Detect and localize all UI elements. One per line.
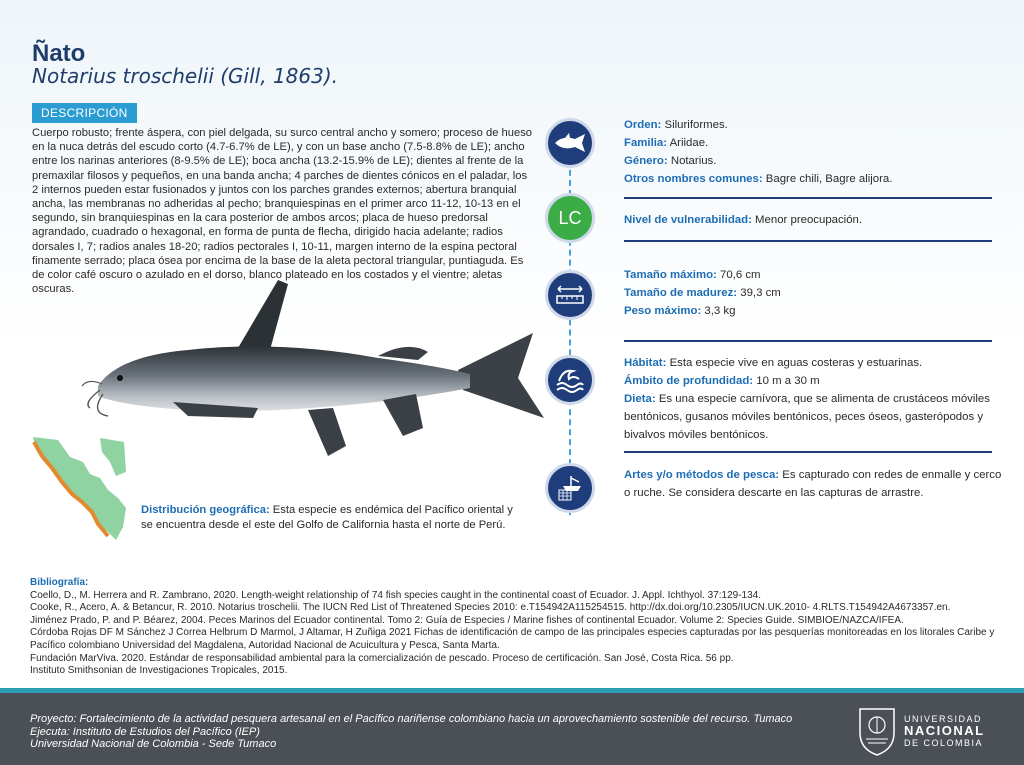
description-tag: DESCRIPCIÓN: [32, 103, 137, 123]
otros-nombres-label: Otros nombres comunes:: [624, 173, 763, 185]
otros-nombres-value: Bagre chili, Bagre alijora.: [762, 173, 893, 185]
genero-label: Género:: [624, 155, 668, 167]
bibliography-entry: Instituto Smithsonian de Investigaciones Tropicales, 2015.: [30, 665, 288, 677]
distribution-text: Esta especie es endémica del Pacífico oriental y se encuentra desde el este del Golfo de California hasta el norte de Perú.: [141, 504, 513, 531]
diet-label: Dieta:: [624, 393, 656, 405]
divider: [624, 197, 992, 199]
fishing-value: Es capturado con redes de enmalle y cerco o ruche. Se considera descarte en las capturas de arrastre.: [624, 469, 1002, 499]
vulnerability-value: Menor preocupación.: [751, 214, 863, 226]
executor-line: Ejecuta: Instituto de Estudios del Pacífico (IEP): [30, 725, 260, 738]
distribution-map: [28, 432, 128, 542]
bibliography-entry: Fundación MarViva. 2020. Estándar de responsabilidad ambiental para la comercialización de pescado. Proceso de certificación. San José, Costa Rica. 56 pp.: [30, 652, 734, 664]
max-weight-label: Peso máximo:: [624, 305, 702, 317]
bibliography: [30, 577, 1005, 678]
orden-label: Orden:: [624, 119, 662, 131]
diet-value: Es una especie carnívora, que se alimenta de crustáceos móviles bentónicos, gusanos móviles bentónicos, peces óseos, gasterópodos y bivalvos móviles bentónicos.: [624, 393, 990, 441]
divider: [624, 340, 992, 342]
habitat-value: Esta especie vive en aguas costeras y estuarinas.: [666, 357, 923, 369]
university-shield-icon: [856, 703, 898, 757]
bibliography-entry: Jiménez Prado, P. and P. Béarez, 2004. Peces Marinos del Ecuador continental. Tomo 2: Guía de Especies / Marine fishes of continental Ecuador. Volume 2: Species Guide. SIMBIOE/NAZCA/IFEA.: [30, 614, 904, 626]
depth-label: Ámbito de profundidad:: [624, 375, 754, 387]
fish-icon: [545, 118, 595, 168]
distribution-block: [141, 503, 521, 533]
project-line: Proyecto: Fortalecimiento de la actividad pesquera artesanal en el Pacífico nariñense colombiano hacia un aprovechamiento sostenible del recurso. Tumaco: [30, 713, 793, 725]
maturity-size-value: 39,3 cm: [737, 287, 781, 299]
footer-credits: [30, 713, 792, 751]
ruler-icon: [545, 270, 595, 320]
distribution-label: Distribución geográfica:: [141, 504, 270, 516]
habitat-block: [624, 354, 1002, 444]
depth-value: 10 m a 30 m: [753, 375, 820, 387]
logo-line-3: DE COLOMBIA: [904, 738, 984, 748]
size-block: [624, 266, 1002, 320]
taxonomy-block: [624, 116, 1002, 188]
vulnerability-label: Nivel de vulnerabilidad:: [624, 214, 752, 226]
bibliography-entry: Cooke, R., Acero, A. & Betancur, R. 2010. Notarius troschelii. The IUCN Red List of Threatened Species 2010: e.T154942A115254515. http://dx.doi.org/10.2305/IUCN.UK.2010- 4.RLTS.T154942A4673357.en.: [30, 602, 951, 614]
bibliography-entry: Córdoba Rojas DF M Sánchez J Correa Helbrum D Marmol, J Altamar, H Zuñiga 2021 Fichas de identificación de campo de las principales especies capturadas por las pesquerías monitoreadas en los litorales Caribe y Pacífico colombiano Universidad del Magdalena, Autoridad Nacional de Acuicultura y Pesca, Santa Marta.: [30, 627, 995, 651]
fishing-boat-icon: [545, 463, 595, 513]
university-line: Universidad Nacional de Colombia - Sede Tumaco: [30, 738, 277, 750]
bibliography-entry: Coello, D., M. Herrera and R. Zambrano, 2020. Length-weight relationship of 74 fish species caught in the continental coast of Ecuador. J. Appl. Ichthyol. 37:129-134.: [30, 589, 761, 601]
logo-line-2: NACIONAL: [904, 723, 985, 738]
familia-value: Ariidae.: [667, 137, 709, 149]
logo-line-1: UNIVERSIDAD: [904, 714, 983, 724]
divider: [624, 451, 992, 453]
wave-icon: [545, 355, 595, 405]
scientific-name: Notarius troschelii (Gill, 1863).: [32, 64, 338, 88]
max-size-value: 70,6 cm: [716, 269, 761, 281]
max-weight-value: 3,3 kg: [701, 305, 736, 317]
bibliography-title: Bibliografía:: [30, 577, 89, 588]
vulnerability-block: [624, 211, 1002, 229]
familia-label: Familia:: [624, 137, 668, 149]
orden-value: Siluriformes.: [661, 119, 728, 131]
fish-illustration: [78, 278, 548, 470]
maturity-size-label: Tamaño de madurez:: [624, 287, 738, 299]
habitat-label: Hábitat:: [624, 357, 667, 369]
fishing-block: [624, 466, 1002, 502]
page-title: Ñato: [32, 40, 86, 67]
timeline-line: [569, 130, 571, 515]
footer: [0, 693, 1024, 765]
max-size-label: Tamaño máximo:: [624, 269, 717, 281]
fishing-label: Artes y/o métodos de pesca:: [624, 469, 780, 481]
university-logo-text: [904, 713, 985, 749]
genero-value: Notarius.: [667, 155, 717, 167]
description-text: Cuerpo robusto; frente áspera, con piel delgada, su surco central ancho y somero; proceso de hueso en la nuca detrás del escudo corto (4.7-6.7% de LE), y con un base ancho (7.5-8.8% de LE); ancho entre los narinas anteriores (8-9.5% de LE); boca ancha (13.2-15.9% de LE); dientes al frente de la premaxilar filosos y pequeños, en una banda ancha; 4 parches de dientes cónicos en el paladar, los 2 internos pueden estar fusionados y juntos con los parches grandes externos; abertura branquial ancha, las membranas no adheridas al pecho; branquiespinas en el primer arco 11-12, 10-13 en el segundo, sin branquiespinas en la cara posterior de ambos arcos; placa de hueso predorsal agrandado, cuadrado o hexagonal, en forma de punta de flecha, dirigido hacia adelante; radios dorsales I, 7; radios anales 18-20; radios pectorales I, 10-11, margen interno de la espina pectoral finamente serrado; placa ósea por encima de la base de la aleta pectoral triangular, puntiaguda. Es de color café oscuro o azulado en el dorso, blanco plateado en los costados y el vientre; aletas oscuras.: [32, 127, 533, 296]
divider: [624, 240, 992, 242]
lc-badge: LC: [545, 193, 595, 243]
